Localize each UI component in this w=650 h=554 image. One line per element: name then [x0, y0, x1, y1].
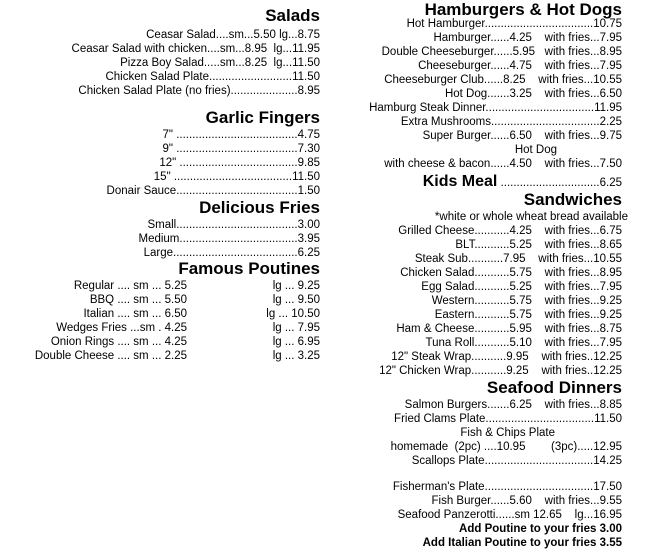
poutine-large: lg ... 9.50 — [272, 294, 320, 306]
menu-line: Seafood Panzerotti......sm 12.65 lg...16.95 — [397, 509, 622, 521]
poutines-heading: Famous Poutines — [178, 259, 320, 278]
menu-line: Cheeseburger......4.75 with fries...7.95 — [418, 60, 622, 72]
menu-line: Western...........5.75 with fries...9.25 — [431, 295, 622, 307]
menu-line: Ceasar Salad with chicken....sm...8.95 lg...11.95 — [71, 43, 320, 55]
menu-line: Cheeseburger Club......8.25 with fries...10.55 — [384, 74, 622, 86]
menu-line: 12" Steak Wrap...........9.95 with fries..12.25 — [391, 351, 622, 363]
menu-line: Super Burger......6.50 with fries...9.75 — [422, 130, 622, 142]
menu-line: Medium.....................................3.95 — [138, 233, 320, 245]
poutine-small: Italian .... sm ... 6.50 — [83, 308, 187, 320]
kids-meal-price: ...............................6.25 — [497, 177, 622, 189]
add-italian-poutine-line: Add Italian Poutine to your fries 3.55 — [422, 537, 622, 549]
menu-line: Salmon Burgers.......6.25 with fries...8.85 — [404, 399, 622, 411]
menu-line: Pizza Boy Salad.....sm...8.25 lg...11.50 — [120, 57, 320, 69]
sandwiches-heading: Sandwiches — [523, 190, 622, 209]
poutine-large: lg ... 7.95 — [272, 322, 320, 334]
menu-line: Small......................................3.00 — [147, 219, 320, 231]
menu-line: Chicken Salad...........5.75 with fries...8.95 — [400, 267, 622, 279]
poutine-small: Onion Rings .... sm ... 4.25 — [50, 336, 187, 348]
menu-line: Extra Mushrooms..................................2.25 — [400, 116, 622, 128]
menu-line: Hamburg Steak Dinner..................................11.95 — [369, 102, 622, 114]
menu-line: Fried Clams Plate..................................11.50 — [394, 413, 622, 425]
menu-line: Hot Hamburger..................................10.75 — [406, 18, 622, 30]
menu-line: BLT...........5.25 with fries...8.65 — [455, 239, 622, 251]
menu-line: Egg Salad...........5.25 with fries...7.95 — [421, 281, 622, 293]
menu-line: Hot Dog.......3.25 with fries...6.50 — [444, 88, 622, 100]
kids-meal-heading: Kids Meal — [422, 173, 498, 190]
poutine-small: Regular .... sm ... 5.25 — [73, 280, 187, 292]
menu-line: Double Cheeseburger......5.95 with fries...8.95 — [381, 46, 622, 58]
menu-line: 15" .....................................11.50 — [153, 171, 320, 183]
fries-heading: Delicious Fries — [199, 198, 320, 217]
salads-heading: Salads — [265, 6, 320, 25]
menu-line: Fisherman's Plate..................................17.50 — [392, 481, 622, 493]
menu-line: Grilled Cheese...........4.25 with fries...6.75 — [398, 225, 622, 237]
menu-line: Fish & Chips Plate — [460, 427, 555, 439]
poutine-small: Double Cheese .... sm ... 2.25 — [34, 350, 187, 362]
poutine-large: lg ... 6.95 — [272, 336, 320, 348]
menu-line: Hot Dog — [514, 144, 557, 156]
garlic-fingers-heading: Garlic Fingers — [205, 108, 320, 127]
menu-line: homemade (2pc) ....10.95 (3pc).....12.95 — [390, 441, 622, 453]
poutine-large: lg ... 3.25 — [272, 350, 320, 362]
menu-line: Ham & Cheese...........5.95 with fries...8.75 — [396, 323, 622, 335]
menu-line: Large.......................................6.25 — [143, 247, 320, 259]
menu-line: Scallops Plate..................................14.25 — [411, 455, 622, 467]
menu-line: Hamburger......4.25 with fries...7.95 — [433, 32, 622, 44]
menu-line: Fish Burger......5.60 with fries...9.55 — [431, 495, 622, 507]
menu-line: 12" Chicken Wrap...........9.25 with fries..12.25 — [379, 365, 622, 377]
poutine-large: lg ... 9.25 — [272, 280, 320, 292]
seafood-heading: Seafood Dinners — [486, 378, 622, 397]
poutine-small: Wedges Fries ...sm . 4.25 — [56, 322, 187, 334]
menu-line: Donair Sauce......................................1.50 — [106, 185, 320, 197]
menu-line: Eastern...........5.75 with fries...9.25 — [434, 309, 622, 321]
menu-line: Chicken Salad Plate (no fries).....................8.95 — [78, 85, 320, 97]
add-poutine-line: Add Poutine to your fries 3.00 — [459, 523, 622, 535]
menu-line: Tuna Roll...........5.10 with fries...7.95 — [425, 337, 622, 349]
poutine-large: lg ... 10.50 — [266, 308, 320, 320]
menu-line: with cheese & bacon......4.50 with fries...7.50 — [384, 158, 622, 170]
menu-line: Steak Sub...........7.95 with fries...10.55 — [414, 253, 622, 265]
menu-line: 9" ......................................7.30 — [162, 143, 320, 155]
menu-line: 7" ......................................4.75 — [162, 129, 320, 141]
poutine-small: BBQ .... sm ... 5.50 — [89, 294, 187, 306]
menu-line: Chicken Salad Plate..........................11.50 — [105, 71, 320, 83]
hamburgers-heading: Hamburgers & Hot Dogs — [424, 0, 622, 19]
menu-line: Ceasar Salad....sm...5.50 lg...8.75 — [146, 29, 320, 41]
menu-line: 12" .....................................9.85 — [159, 157, 320, 169]
bread-note: *white or whole wheat bread available — [434, 211, 628, 223]
